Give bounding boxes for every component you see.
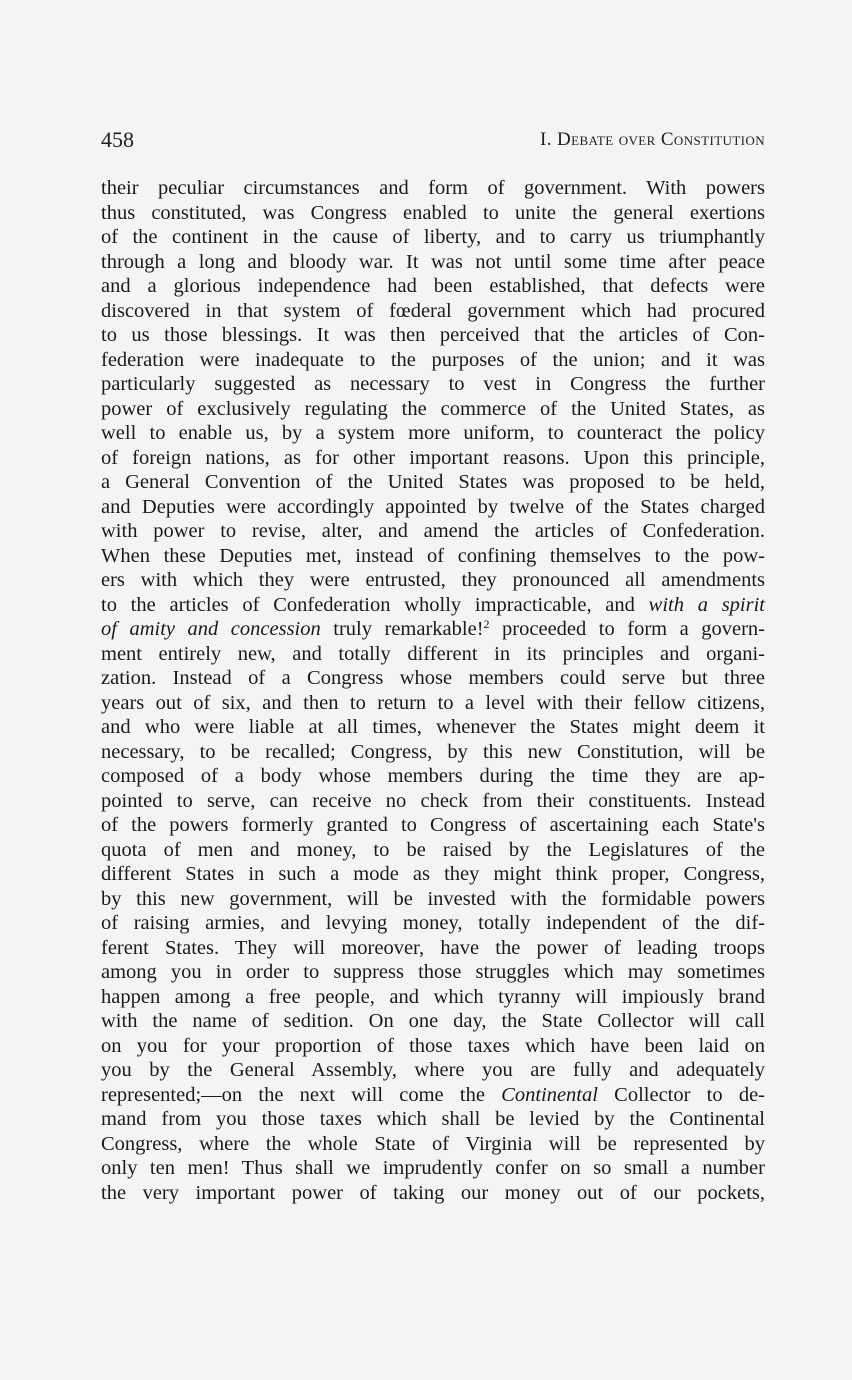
body-text bbox=[101, 176, 765, 1205]
text-line: pointed to serve, can receive no check from their constituents. Instead bbox=[101, 789, 765, 812]
running-head bbox=[101, 124, 765, 156]
text-line: of raising armies, and levying money, totally independent of the dif- bbox=[101, 912, 765, 934]
text-line: their peculiar circumstances and form of government. With powers bbox=[101, 177, 765, 199]
text-line: among you in order to suppress those struggles which may sometimes bbox=[101, 961, 765, 983]
text-line: to us those blessings. It was then perceived that the articles of Con- bbox=[101, 324, 765, 346]
text-line: zation. Instead of a Congress whose members could serve but three bbox=[101, 667, 765, 689]
footnote-marker: 2 bbox=[483, 617, 490, 631]
text-line: necessary, to be recalled; Congress, by this new Constitution, will be bbox=[101, 740, 765, 763]
line-text: truly remarkable! bbox=[320, 618, 484, 640]
text-line: by this new government, will be invested with the formidable powers bbox=[101, 887, 765, 910]
text-line: the very important power of taking our money out of our pockets, bbox=[101, 1181, 765, 1204]
text-line: with power to revise, alter, and amend the articles of Confederation. bbox=[101, 520, 765, 542]
text-line: particularly suggested as necessary to vest in Congress the further bbox=[101, 373, 765, 395]
text-line: and who were liable at all times, whenever the States might deem it bbox=[101, 716, 765, 738]
line-text: proceeded to form a govern- bbox=[489, 618, 765, 640]
text-line: quota of men and money, to be raised by the Legislatures of the bbox=[101, 838, 765, 861]
text-line: and Deputies were accordingly appointed by twelve of the States charged bbox=[101, 495, 765, 518]
italic-text: Continental bbox=[501, 1083, 598, 1106]
text-line: happen among a free people, and which tyranny will impiously brand bbox=[101, 985, 765, 1008]
text-line: on you for your proportion of those taxes which have been laid on bbox=[101, 1034, 765, 1057]
text-line: federation were inadequate to the purposes of the union; and it was bbox=[101, 348, 765, 371]
text-line bbox=[101, 617, 765, 642]
text-line: a General Convention of the United States was proposed to be held, bbox=[101, 471, 765, 493]
line-text: represented;—on the next will come the bbox=[101, 1083, 502, 1106]
text-line: through a long and bloody war. It was not until some time after peace bbox=[101, 250, 765, 273]
text-line: mand from you those taxes which shall be levied by the Continental bbox=[101, 1108, 765, 1130]
text-line: composed of a body whose members during the time they are ap- bbox=[101, 765, 765, 787]
text-line: with the name of sedition. On one day, the State Collector will call bbox=[101, 1010, 765, 1032]
text-line: you by the General Assembly, where you are fully and adequately bbox=[101, 1059, 765, 1081]
page-number: 458 bbox=[101, 127, 134, 152]
text-line: of the powers formerly granted to Congress of ascertaining each State's bbox=[101, 814, 765, 836]
text-line: ers with which they were entrusted, they pronounced all amendments bbox=[101, 569, 765, 591]
italic-text: of amity and concession bbox=[101, 618, 321, 640]
text-line: well to enable us, by a system more uniform, to counteract the policy bbox=[101, 422, 765, 444]
text-line: different States in such a mode as they might think proper, Congress, bbox=[101, 863, 765, 885]
line-text: to the articles of Confederation wholly impracticable, and bbox=[101, 593, 649, 616]
text-line: years out of six, and then to return to a level with their fellow citizens, bbox=[101, 691, 765, 714]
text-line: only ten men! Thus shall we imprudently confer on so small a number bbox=[101, 1157, 765, 1179]
text-line bbox=[101, 593, 765, 618]
text-line: power of exclusively regulating the commerce of the United States, as bbox=[101, 397, 765, 420]
line-text: Collector to de- bbox=[597, 1083, 766, 1106]
italic-text: with a spirit bbox=[648, 593, 765, 616]
text-line: thus constituted, was Congress enabled to unite the general exertions bbox=[101, 201, 765, 224]
text-line: and a glorious independence had been established, that defects were bbox=[101, 275, 765, 297]
text-line bbox=[101, 1083, 765, 1108]
section-title: I. Debate over Constitution bbox=[539, 129, 765, 150]
text-line: Congress, where the whole State of Virginia will be represented by bbox=[101, 1132, 765, 1155]
text-line: discovered in that system of fœderal government which had procured bbox=[101, 299, 765, 322]
text-line: When these Deputies met, instead of confining themselves to the pow- bbox=[101, 544, 765, 567]
text-line: of the continent in the cause of liberty, and to carry us triumphantly bbox=[101, 226, 765, 248]
text-line: ferent States. They will moreover, have the power of leading troops bbox=[101, 936, 765, 959]
text-line: ment entirely new, and totally different in its principles and organi- bbox=[101, 642, 765, 665]
text-line: of foreign nations, as for other important reasons. Upon this principle, bbox=[101, 446, 765, 469]
